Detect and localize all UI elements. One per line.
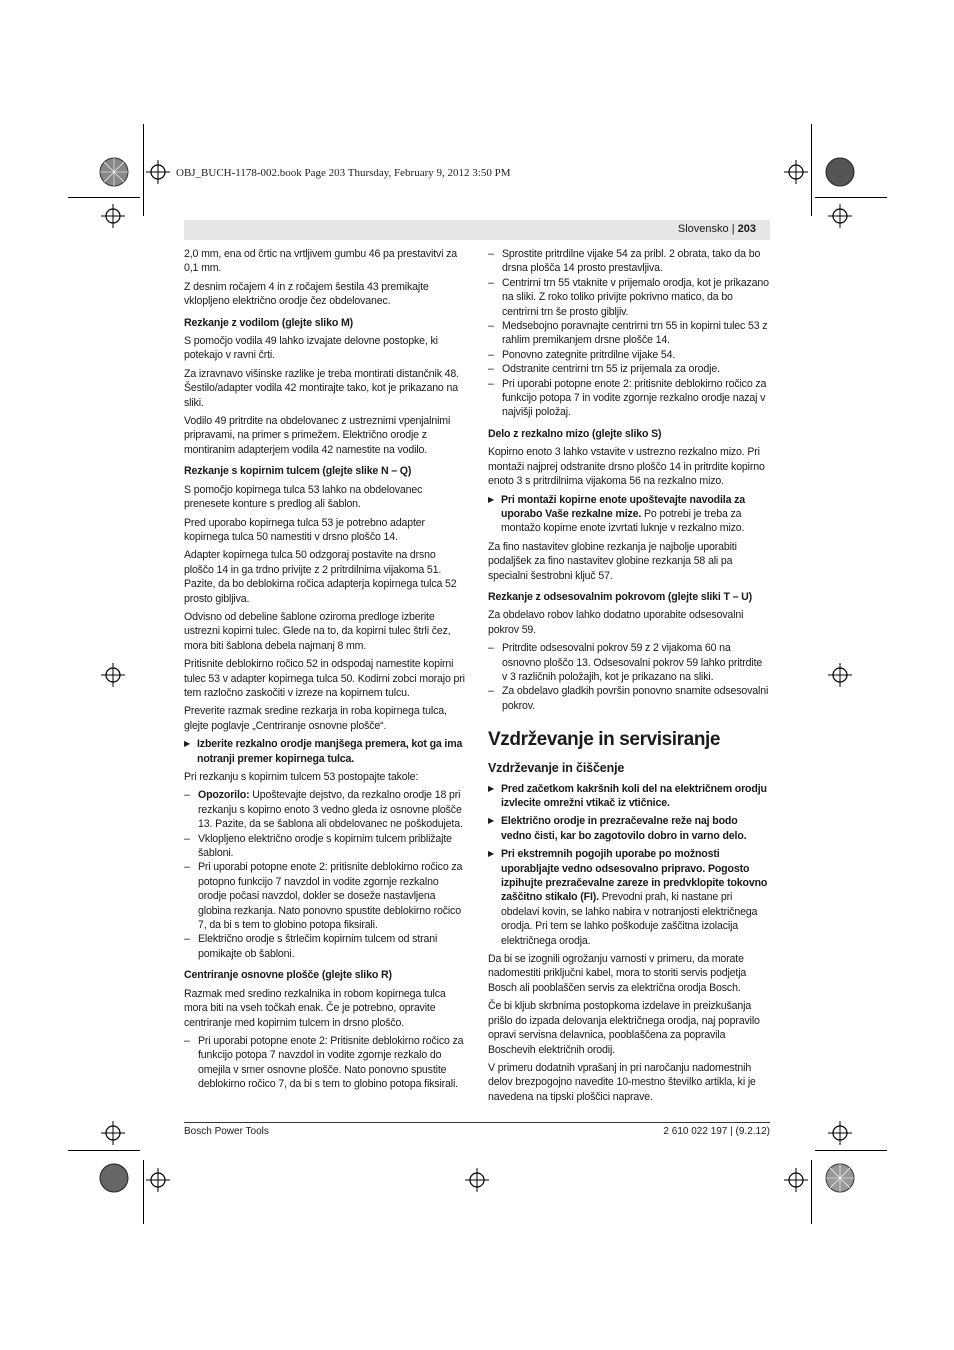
header-separator: |: [728, 223, 738, 235]
note-arrow: [488, 847, 770, 948]
warning-label: Opozorilo:: [198, 789, 250, 802]
list-item: – Pri uporabi potopne enote 2: pritisnite deblokirno ročico za funkcijo potopa 7 in vodite zgornje rezkalno orodje nazaj v najvišji položaj.: [488, 377, 770, 420]
footer-rule: [184, 1122, 770, 1123]
note-arrow: [184, 737, 466, 766]
header-language: Slovensko: [677, 223, 729, 235]
registration-mark-icon: [99, 157, 129, 187]
page-number: 203: [737, 223, 756, 235]
subheading: Rezkanje z vodilom (glejte sliko M): [184, 316, 353, 329]
paragraph: Če bi kljub skrbnima postopkoma izdelave in preizkušanja prišlo do izpada delovanja električnega orodja, naj popravilo opravi servisna delavnica, pooblaščena za popravila Boschevih električnih orodij.: [488, 1000, 760, 1056]
crosshair-mark-icon: [784, 1168, 808, 1192]
note-text: Po potrebi je treba za montažo kopirne enote izvrtati luknje v rezkalno mizo.: [501, 507, 745, 535]
registration-mark-icon: [825, 157, 855, 187]
section-title: Vzdrževanje in servisiranje: [488, 729, 721, 751]
footer-brand: Bosch Power Tools: [184, 1126, 269, 1137]
step-list: [488, 247, 770, 420]
note-arrow: [488, 782, 770, 811]
step-list: [184, 1034, 466, 1092]
list-item: – Pritrdite odsesovalni pokrov 59 z 2 vijakoma 60 na osnovno ploščo 13. Odsesovalni pokrov 59 lahko pritrdite v 3 različnih položajih, kot je prikazano na sliki.: [488, 641, 770, 684]
note-bold: Pri montaži kopirne enote upoštevajte navodila za uporabo Vaše rezkalne mize.: [501, 493, 746, 520]
paragraph: 2,0 mm, ena od črtic na vrtljivem gumbu 46 pa prestavitvi za 0,1 mm.: [184, 248, 458, 275]
page-header: [184, 220, 770, 240]
note-text: Prevodni prah, ki nastane pri obdelavi kovin, se lahko nabira v notranjosti električnega orodja. Pri tem se lahko poškoduje zaščitna izolacija električnega orodja.: [501, 891, 758, 947]
crosshair-mark-icon: [784, 160, 808, 184]
crosshair-mark-icon: [828, 204, 852, 228]
note-bold: Pred začetkom kakršnih koli del na električnem orodju izvlecite omrežni vtikač iz vtičnice.: [501, 782, 767, 809]
paragraph: Za fino nastavitev globine rezkanja je najbolje uporabiti podaljšek za fino nastavitev globine rezkanja 58 ali pa specialni šestrobni ključ 57.: [488, 540, 737, 582]
paragraph: Pritisnite deblokirno ročico 52 in odspodaj namestite kopirni tulec 53 v adapter kopirnega tulca 50. Kodirni zobci morajo pri tem razločno zaskočiti v izreze na kopirnem tulcu.: [184, 658, 465, 699]
list-item: – Ponovno zategnite pritrdilne vijake 54.: [488, 348, 770, 362]
note-text: Izberite rezkalno orodje manjšega premera, kot ga ima notranji premer kopirnega tulca.: [197, 738, 463, 765]
step-list: [488, 641, 770, 713]
section-subtitle: Vzdrževanje in čiščenje: [488, 761, 625, 776]
note-arrow: [488, 814, 770, 843]
list-item: – Pri uporabi potopne enote 2: Pritisnite deblokirno ročico za funkcijo potopa 7 navzdol in vodite zgornje rezkalo do omejila v smer osnovne plošče. Nato ponovno spustite deblokirno ročico 7, da bi s tem to globino potopa fiksirali.: [184, 1034, 466, 1092]
left-column: [184, 247, 466, 1096]
registration-mark-icon: [825, 1163, 855, 1193]
crosshair-mark-icon: [828, 663, 852, 687]
list-item-text: Upoštevajte dejstvo, da rezkalno orodje 18 pri rezkanju s kopirno enoto 3 vedno gleda iz osnovne plošče 13. Pazite, da se šablona ali obdelovanec ne poškodujeta.: [198, 789, 463, 831]
paragraph: Razmak med sredino rezkalnika in robom kopirnega tulca mora biti na vseh točkah enak. Če je potrebno, opravite centriranje med kopirnim tulcem in drsno ploščo.: [184, 987, 446, 1029]
paragraph: Za izravnavo višinske razlike je treba montirati distančnik 48. Šestilo/adapter vodila 42 montirajte tako, kot je prikazano na sliki.: [184, 367, 459, 409]
paragraph: Da bi se izognili ogrožanju varnosti v primeru, da morate nadomestiti priključni kabel, mora to storiti servis podjetja Bosch ali pooblaščen servis za električna orodja Bosch.: [488, 953, 747, 994]
paragraph: Odvisno od debeline šablone oziroma predloge izberite ustrezni kopirni tulec. Glede na to, da kopirni tulec štrli čez, mora biti šablona debela najmanj 8 mm.: [184, 610, 451, 652]
paragraph: Vodilo 49 pritrdite na obdelovanec z ustreznimi vpenjalnimi pripravami, na primer s primežem. Električno orodje z montiranim adapterjem vodila 42 namestite na vodilo.: [184, 415, 451, 456]
list-item: – Za obdelavo gladkih površin ponovno snamite odsesovalni pokrov.: [488, 684, 770, 713]
crosshair-mark-icon: [146, 1168, 170, 1192]
paragraph: V primeru dodatnih vprašanj in pri naročanju nadomestnih delov brezpogojno navedite 10-mestno številko artikla, ki je navedena na tipski ploščici naprave.: [488, 1061, 756, 1103]
paragraph: Z desnim ročajem 4 in z ročajem šestila 43 premikajte vklopljeno električno orodje čez obdelovanec.: [184, 280, 429, 308]
paragraph: Kopirno enoto 3 lahko vstavite v ustrezno rezkalno mizo. Pri montaži najprej odstranite drsno ploščo 14 in pritrdite kopirno enoto 3 s pritrdilnima vijakoma 56 na rezkalno mizo.: [488, 446, 765, 488]
list-item: – Odstranite centrirni trn 55 iz prijemala za orodje.: [488, 362, 770, 376]
paragraph: Pri rezkanju s kopirnim tulcem 53 postopajte takole:: [184, 771, 419, 783]
crosshair-mark-icon: [146, 160, 170, 184]
subheading: Rezkanje s kopirnim tulcem (glejte slike N – Q): [184, 465, 412, 478]
list-item: – Električno orodje s štrlečim kopirnim tulcem od strani pomikajte ob šabloni.: [184, 932, 466, 961]
list-item: – Pri uporabi potopne enote 2: pritisnite deblokirno ročico za potopno funkcijo 7 navzdol in vodite zgornje rezkalno orodje počasi navzdol, dokler se doseže nastavljena globina rezkanja. Nato ponovno spustite deblokirno ročico 7, da bi s tem to globino potopa fiksirali.: [184, 860, 466, 932]
list-item: [184, 788, 466, 831]
note-arrow: [488, 493, 770, 536]
crosshair-mark-icon: [828, 1121, 852, 1145]
subheading: Delo z rezkalno mizo (glejte sliko S): [488, 427, 662, 440]
paragraph: Preverite razmak sredine rezkarja in roba kopirnega tulca, glejte poglavje „Centriranje osnovne plošče“.: [184, 705, 447, 732]
right-column: [488, 247, 770, 1108]
crosshair-mark-icon: [101, 1121, 125, 1145]
paragraph: Za obdelavo robov lahko dodatno uporabite odsesovalni pokrov 59.: [488, 609, 744, 636]
crosshair-mark-icon: [465, 1168, 489, 1192]
list-item: – Medsebojno poravnajte centrirni trn 55 in kopirni tulec 53 z rahlim premikanjem drsne plošče 14.: [488, 319, 770, 348]
note-bold: Pri ekstremnih pogojih uporabe po možnosti uporabljajte vedno odsesovalno pripravo. Pogosto izpihujte prezračevalne zareze in predvklopite tokovno zaščitno stikalo (FI).: [501, 848, 768, 904]
footer-doc-number: 2 610 022 197 | (9.2.12): [663, 1126, 770, 1137]
list-item: – Centrirni trn 55 vtaknite v prijemalo orodja, kot je prikazano na sliki. Z roko toliko privijte pokrivno matico, da bo centrirni trn še prosto gibljiv.: [488, 276, 770, 319]
paragraph: Adapter kopirnega tulca 50 odzgoraj postavite na drsno ploščo 14 in ga trdno privijte z 2 pritrdilnima vijakoma 51. Pazite, da bo deblokirna ročica adapterja kopirnega tulca 52 prosto gibljiva.: [184, 549, 457, 605]
step-list: [184, 788, 466, 961]
print-info: OBJ_BUCH-1178-002.book Page 203 Thursday, February 9, 2012 3:50 PM: [176, 167, 511, 179]
crosshair-mark-icon: [101, 663, 125, 687]
subheading: Centriranje osnovne plošče (glejte sliko R): [184, 969, 392, 982]
list-item: – Sprostite pritrdilne vijake 54 za pribl. 2 obrata, tako da bo drsna plošča 14 prosto prestavljiva.: [488, 247, 770, 276]
paragraph: S pomočjo vodila 49 lahko izvajate delovne postopke, ki potekajo v ravni črti.: [184, 335, 438, 362]
crosshair-mark-icon: [101, 204, 125, 228]
registration-mark-icon: [99, 1163, 129, 1193]
paragraph: S pomočjo kopirnega tulca 53 lahko na obdelovanec prenesete konture s predlog ali šablon.: [184, 483, 423, 511]
list-item: – Vklopljeno električno orodje s kopirnim tulcem približajte šabloni.: [184, 832, 466, 861]
paragraph: Pred uporabo kopirnega tulca 53 je potrebno adapter kopirnega tulca 50 namestiti v drsno ploščo 14.: [184, 516, 425, 543]
note-bold: Električno orodje in prezračevalne reže naj bodo vedno čisti, kar bo zagotovilo dobro in varno delo.: [501, 815, 747, 842]
subheading: Rezkanje z odsesovalnim pokrovom (glejte sliki T – U): [488, 590, 753, 603]
header-text: [678, 223, 756, 235]
